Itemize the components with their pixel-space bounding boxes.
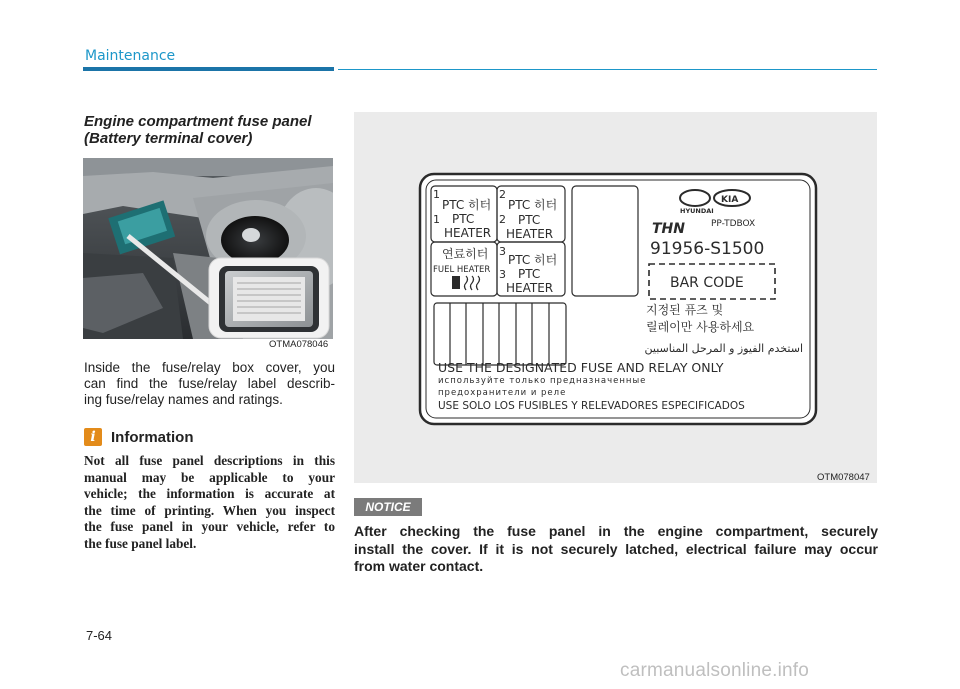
section-title: Maintenance — [85, 48, 176, 64]
notice-badge: NOTICE — [354, 498, 422, 516]
korean-instruction: 릴레이만 사용하세요 — [646, 320, 755, 334]
fuse-label-figure — [354, 112, 877, 483]
notice-line: After checking the fuse panel in the engine compartment, securely — [354, 523, 878, 539]
box-type-text: PP-TDBOX — [711, 219, 756, 229]
subsection-title-line1: Engine compartment fuse panel — [84, 113, 312, 130]
intro-line: ing fuse/relay names and ratings. — [84, 392, 283, 407]
intro-paragraph — [84, 360, 335, 408]
russian-instruction: предохранители и реле — [438, 388, 567, 398]
fuse-slot-label: HEATER — [444, 226, 492, 240]
page-number: 7-64 — [86, 628, 113, 643]
fuse-slot-number: 3 — [499, 268, 506, 281]
english-instruction: USE THE DESIGNATED FUSE AND RELAY ONLY — [438, 360, 724, 375]
engine-compartment-photo — [83, 158, 333, 339]
info-line: the fuse panel label. — [84, 535, 197, 551]
fuse-slot-label-kr: 연료히터 — [442, 247, 489, 261]
thn-logo-text: THN — [652, 221, 685, 237]
russian-instruction: используйте только предназначенные — [438, 376, 647, 386]
photo-code: OTMA078046 — [269, 339, 329, 350]
part-number: 91956-S1500 — [650, 239, 765, 259]
fuse-slot-label-kr: PTC 히터 — [508, 253, 558, 267]
info-icon: i — [84, 428, 102, 446]
header-rule-light — [338, 69, 877, 70]
fuse-slot-label-kr: PTC 히터 — [442, 198, 492, 212]
fuse-slot-number: 1 — [433, 213, 440, 226]
fuse-slot-label: PTC — [452, 212, 475, 226]
intro-line: Inside the fuse/relay box cover, you — [84, 360, 335, 375]
info-title: Information — [111, 429, 194, 446]
info-line: the time of printing. When you inspect — [84, 502, 335, 518]
fuse-slot-label: FUEL HEATER — [433, 265, 491, 275]
info-line: manual may be applicable to your — [84, 469, 335, 485]
info-line: the fuse panel in your vehicle, refer to — [84, 519, 335, 534]
subsection-title-line2: (Battery terminal cover) — [84, 130, 253, 147]
fuse-label-illustration — [354, 112, 877, 483]
fuse-slot-number: 1 — [433, 188, 440, 201]
fuse-slot-number: 3 — [499, 245, 506, 258]
fuse-slot-label-kr: PTC 히터 — [508, 198, 558, 212]
spanish-instruction: USE SOLO LOS FUSIBLES Y RELEVADORES ESPECIFICADOS — [438, 400, 745, 412]
watermark-link[interactable]: carmanualsonline.info — [620, 660, 810, 681]
label-figure-code: OTM078047 — [817, 472, 870, 483]
header-rule-dark — [83, 67, 334, 71]
arabic-instruction: استخدم الفيوز و المرحل المناسبين — [644, 342, 803, 355]
fuse-slot-label: HEATER — [506, 281, 554, 295]
fuse-slot-number: 2 — [499, 213, 506, 226]
engine-photo-illustration — [83, 158, 333, 339]
subsection-title — [84, 113, 336, 147]
info-text — [84, 453, 335, 552]
hyundai-logo-text: HYUNDAI — [680, 207, 714, 215]
notice-line: from water contact. — [354, 558, 484, 574]
korean-instruction: 지정된 퓨즈 및 — [646, 303, 724, 317]
notice-line: install the cover. If it is not securely latched, electrical failure may occur — [354, 540, 878, 557]
info-line: vehicle; the information is accurate at — [84, 486, 335, 501]
fuse-slot-label: HEATER — [506, 227, 554, 241]
bar-code-placeholder: BAR CODE — [670, 275, 744, 291]
kia-logo-text: KIA — [721, 195, 739, 205]
notice-text — [354, 523, 878, 576]
fuse-slot-label: PTC — [518, 213, 541, 227]
fuse-slot-number: 2 — [499, 188, 506, 201]
info-line: Not all fuse panel descriptions in this — [84, 453, 335, 468]
fuse-slot-label: PTC — [518, 267, 541, 281]
intro-line: can find the fuse/relay label describ- — [84, 376, 335, 391]
